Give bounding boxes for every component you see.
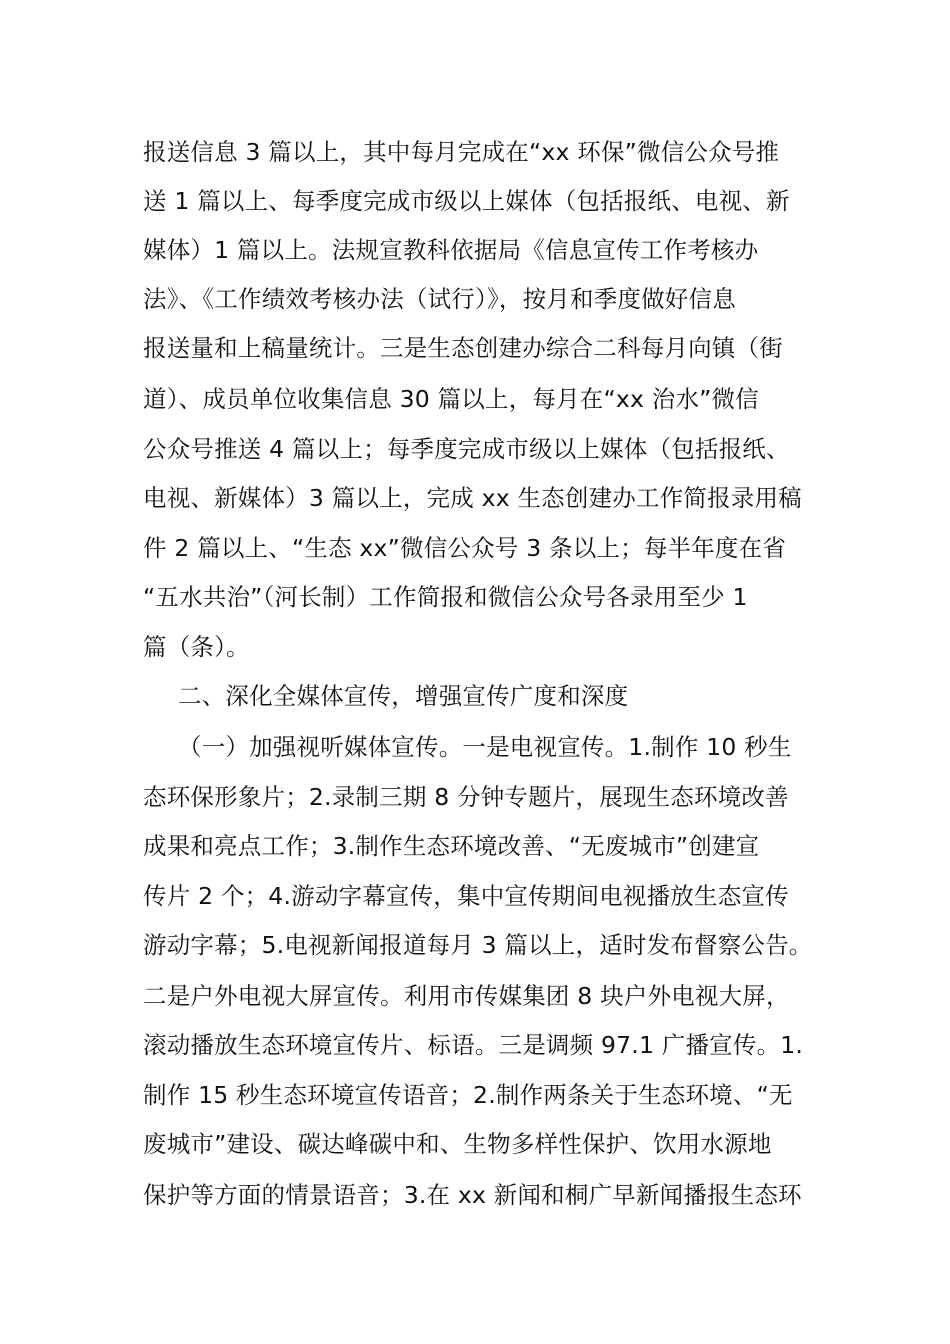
paragraph-line: （一）加强视听媒体宣传。一是电视宣传。1.制作 10 秒生	[178, 733, 792, 761]
paragraph-line: 成果和亮点工作；3.制作生态环境改善、“无废城市”创建宣	[143, 832, 760, 860]
paragraph-line: 报送信息 3 篇以上，其中每月完成在“xx 环保”微信公众号推	[143, 138, 780, 166]
paragraph-line: 公众号推送 4 篇以上；每季度完成市级以上媒体（包括报纸、	[143, 435, 790, 463]
paragraph-line: 游动字幕；5.电视新闻报道每月 3 篇以上，适时发布督察公告。	[143, 931, 813, 959]
paragraph-line: 滚动播放生态环境宣传片、标语。三是调频 97.1 广播宣传。1.	[143, 1031, 804, 1059]
paragraph-line: 保护等方面的情景语音；3.在 xx 新闻和桐广早新闻播报生态环	[143, 1181, 802, 1209]
paragraph-line: 废城市”建设、碳达峰碳中和、生物多样性保护、饮用水源地	[143, 1130, 772, 1158]
paragraph-line: 道）、成员单位收集信息 30 篇以上，每月在“xx 治水”微信	[143, 385, 759, 413]
paragraph-line: 媒体）1 篇以上。法规宣教科依据局《信息宣传工作考核办	[143, 236, 759, 264]
section-heading: 二、深化全媒体宣传，增强宣传广度和深度	[178, 682, 629, 710]
paragraph-line: 报送量和上稿量统计。三是生态创建办综合二科每月向镇（街	[143, 334, 783, 362]
paragraph-line: 法》、《工作绩效考核办法（试行）》，按月和季度做好信息	[143, 285, 736, 313]
paragraph-line: 二是户外电视大屏宣传。利用市传媒集团 8 块户外电视大屏，	[143, 982, 790, 1010]
paragraph-line: 篇（条）。	[143, 633, 250, 661]
paragraph-line: 电视、新媒体）3 篇以上，完成 xx 生态创建办工作简报录用稿	[143, 484, 802, 512]
paragraph-line: 件 2 篇以上、“生态 xx”微信公众号 3 条以上；每半年度在省	[143, 534, 787, 562]
paragraph-line: 态环保形象片；2.录制三期 8 分钟专题片，展现生态环境改善	[143, 783, 789, 811]
paragraph-line: 送 1 篇以上、每季度完成市级以上媒体（包括报纸、电视、新	[143, 187, 790, 215]
paragraph-line: 传片 2 个；4.游动字幕宣传，集中宣传期间电视播放生态宣传	[143, 882, 789, 910]
paragraph-line: “五水共治”（河长制）工作简报和微信公众号各录用至少 1	[143, 583, 748, 611]
paragraph-line: 制作 15 秒生态环境宣传语音；2.制作两条关于生态环境、“无	[143, 1081, 793, 1109]
